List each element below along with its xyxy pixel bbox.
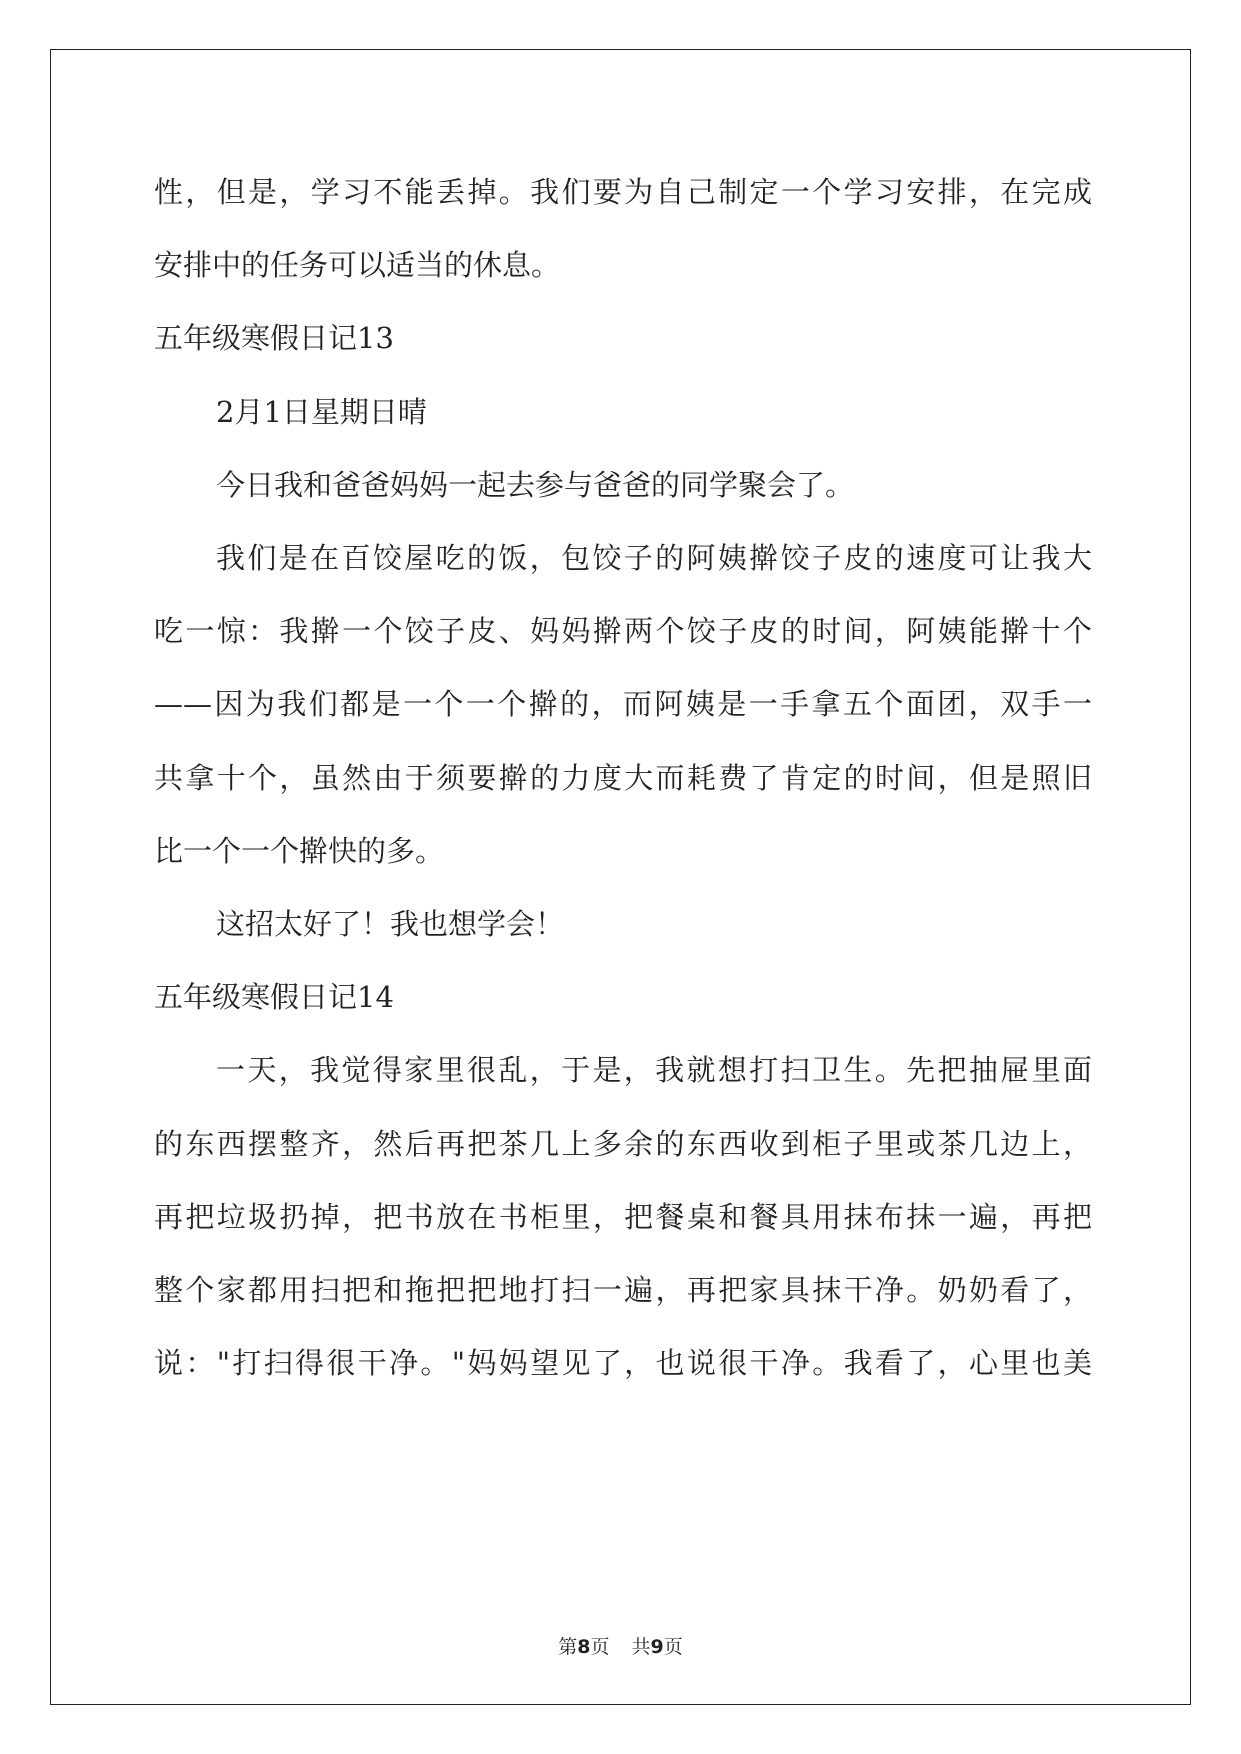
text-line: 共拿十个，虽然由于须要擀的力度大而耗费了肯定的时间，但是照旧: [154, 761, 1092, 795]
text-line: 五年级寒假日记13: [154, 321, 394, 355]
text-line: 2月1日星期日晴: [216, 395, 427, 429]
page-footer: [0, 1632, 1241, 1659]
text-line: 的东西摆整齐，然后再把茶几上多余的东西收到柜子里或茶几边上，: [154, 1127, 1092, 1161]
footer-prefix: 第: [558, 1636, 578, 1658]
footer-total-prefix: 共: [631, 1636, 651, 1658]
text-line: 性，但是，学习不能丢掉。我们要为自己制定一个学习安排，在完成: [154, 175, 1092, 209]
current-page-number: 8: [577, 1636, 591, 1658]
text-line: 这招太好了！我也想学会！: [216, 907, 565, 941]
text-line: 比一个一个擀快的多。: [154, 834, 445, 868]
text-line: 一天，我觉得家里很乱，于是，我就想打扫卫生。先把抽屉里面: [216, 1053, 1092, 1087]
total-page-number: 9: [650, 1636, 664, 1658]
text-line: 我们是在百饺屋吃的饭，包饺子的阿姨擀饺子皮的速度可让我大: [216, 541, 1092, 575]
text-line: ——因为我们都是一个一个擀的，而阿姨是一手拿五个面团，双手一: [154, 687, 1092, 721]
text-line: 安排中的任务可以适当的休息。: [154, 248, 561, 282]
text-line: 再把垃圾扔掉，把书放在书柜里，把餐桌和餐具用抹布抹一遍，再把: [154, 1200, 1092, 1234]
page-border: [50, 49, 1191, 1705]
text-line: 五年级寒假日记14: [154, 980, 394, 1014]
footer-page-word: 页: [590, 1636, 610, 1658]
text-line: 整个家都用扫把和拖把把地打扫一遍，再把家具抹干净。奶奶看了，: [154, 1273, 1092, 1307]
footer-total-suffix: 页: [663, 1636, 683, 1658]
text-line: 说："打扫得很干净。"妈妈望见了，也说很干净。我看了，心里也美: [154, 1346, 1092, 1380]
text-line: 吃一惊：我擀一个饺子皮、妈妈擀两个饺子皮的时间，阿姨能擀十个: [154, 614, 1092, 648]
text-line: 今日我和爸爸妈妈一起去参与爸爸的同学聚会了。: [216, 468, 855, 502]
